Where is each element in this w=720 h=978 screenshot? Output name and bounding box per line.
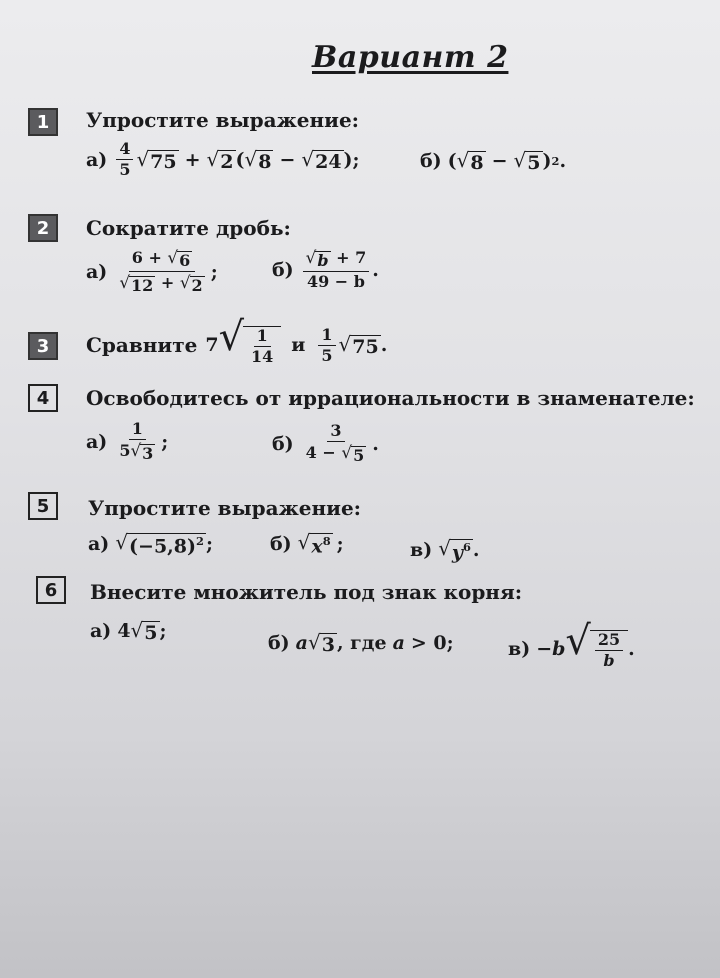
task-number: 3 (28, 332, 58, 360)
radical: √ $\frac{1}{14}$ (219, 324, 282, 367)
task-heading: Сравните (86, 333, 198, 358)
fraction: 3 4 − √ 5 (305, 421, 365, 466)
task-item: Сравните 7 √ $\frac{1}{14}$ и $\frac{1}{5}$ √ 75 . (86, 314, 388, 367)
task-item-a: а) 4 √ 5 ; (90, 618, 167, 644)
task-number: 6 (36, 576, 66, 604)
fraction: 6 + √ 6 √ 12 + √ 2 (119, 247, 203, 296)
task-heading: Упростите выражение: (88, 496, 362, 520)
task-number: 1 (28, 108, 58, 136)
task-number: 2 (28, 214, 58, 242)
fraction: $\frac{1}{5}$ (318, 326, 335, 366)
task-item-a: а) √ $(-5,8)^2$ ; (88, 530, 213, 558)
task-item-b: б) ( √ 8 − √ 5 ) 2 . (420, 148, 567, 174)
task-item-b: б) a √ 3 , где a > 0; (268, 630, 454, 656)
radical: √ 5 (130, 618, 158, 644)
task-item-a: а) 6 + √ 6 √ 12 + √ 2 ; (86, 247, 218, 296)
fraction: 1 5 √ 3 (119, 419, 154, 464)
radical: √ 24 (301, 146, 342, 173)
radical: √ $(-5,8)^2$ (115, 530, 204, 558)
task-heading: Освободитесь от иррациональности в знаменателе: (86, 386, 695, 410)
task-item-c: в) √ $y^6$ . (410, 536, 480, 564)
task-item-b: б) 3 4 − √ 5 . (272, 421, 379, 466)
radical: √ 3 (307, 630, 335, 656)
task-number: 4 (28, 384, 58, 412)
task-item-a: а) $\frac{4}{5}$ √ 75 + √ 2 ( √ 8 − √ 24 ); (86, 139, 360, 180)
radical: √ $\frac{25}{b}$ (565, 628, 628, 671)
page-title: Вариант 2 (312, 40, 509, 75)
task-item-c: в) − b √ $\frac{25}{b}$ . (508, 618, 635, 671)
task-heading: Упростите выражение: (86, 108, 360, 132)
task-item-b: б) √ b + 7 49 − b . (272, 247, 379, 292)
radical: √ $y^6$ (438, 536, 471, 564)
radical: √ $x^8$ (297, 530, 331, 558)
task-item-a: а) 1 5 √ 3 ; (86, 419, 169, 464)
radical: √ 8 (244, 146, 272, 173)
fraction: $\frac{4}{5}$ (116, 140, 133, 180)
radical: √ 2 (206, 146, 234, 173)
task-number: 5 (28, 492, 58, 520)
radical: √ 75 (338, 332, 379, 359)
task-item-b: б) √ $x^8$ ; (270, 530, 344, 558)
radical: √ 75 (136, 146, 177, 173)
task-heading: Сократите дробь: (86, 216, 291, 240)
radical: √ 5 (513, 148, 541, 174)
radical: √ 8 (456, 148, 484, 174)
fraction: √ b + 7 49 − b (303, 248, 370, 292)
task-heading: Внесите множитель под знак корня: (90, 580, 523, 604)
